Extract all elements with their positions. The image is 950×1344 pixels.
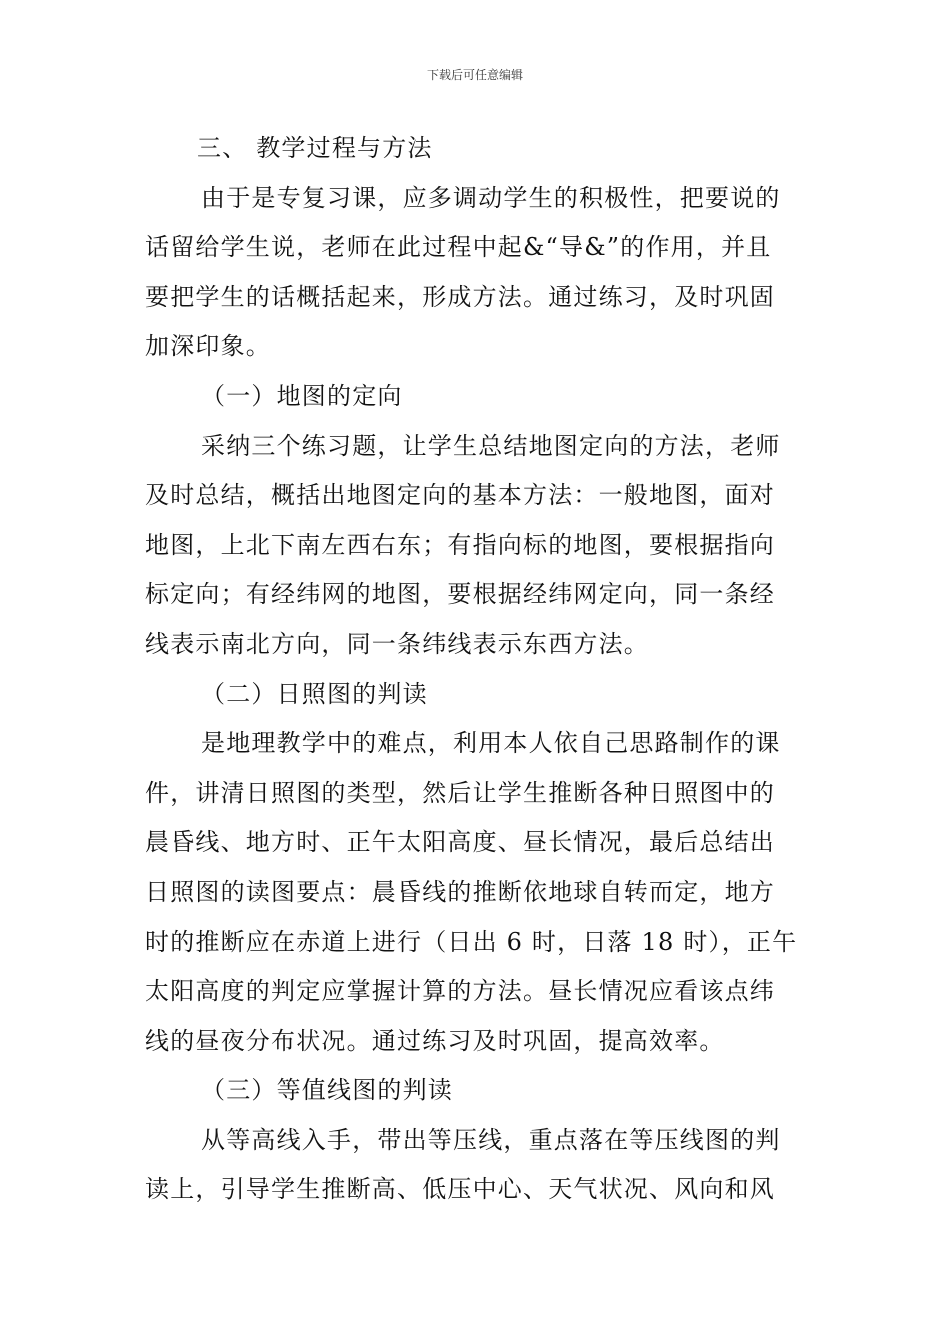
paragraph-line: 日照图的读图要点：晨昏线的推断依地球自转而定，地方 <box>145 877 775 906</box>
paragraph-line: 地图，上北下南左西右东；有指向标的地图，要根据指向 <box>145 530 775 559</box>
paragraph-line: 采纳三个练习题，让学生总结地图定向的方法，老师 <box>201 431 781 460</box>
paragraph-line: 线的昼夜分布状况。通过练习及时巩固，提高效率。 <box>145 1026 725 1055</box>
paragraph-line: 太阳高度的判定应掌握计算的方法。昼长情况应看该点纬 <box>145 977 775 1006</box>
paragraph-line: 要把学生的话概括起来，形成方法。通过练习，及时巩固 <box>145 282 775 311</box>
paragraph-line: 是地理教学中的难点，利用本人依自己思路制作的课 <box>201 729 781 758</box>
page-header: 下载后可任意编辑 <box>426 68 523 82</box>
paragraph-line: 线表示南北方向，同一条纬线表示东西方法。 <box>145 629 649 658</box>
paragraph-line: 加深印象。 <box>145 332 271 361</box>
paragraph-line: 读上，引导学生推断高、低压中心、天气状况、风向和风 <box>145 1175 775 1204</box>
subsection-heading: （一）地图的定向 <box>201 381 403 410</box>
paragraph-line: 由于是专复习课，应多调动学生的积极性，把要说的 <box>201 183 781 212</box>
paragraph-line: 标定向；有经纬网的地图，要根据经纬网定向，同一条经 <box>145 580 775 609</box>
document-body <box>145 124 810 1215</box>
paragraph-line: 及时总结，概括出地图定向的基本方法：一般地图，面对 <box>145 481 775 510</box>
paragraph-line: 件，讲清日照图的类型，然后让学生推断各种日照图中的 <box>145 778 775 807</box>
paragraph-line: 晨昏线、地方时、正午太阳高度、昼长情况，最后总结出 <box>145 828 775 857</box>
section-heading: 三、 教学过程与方法 <box>197 134 433 162</box>
subsection-heading: （二）日照图的判读 <box>201 679 428 708</box>
paragraph-line: 从等高线入手，带出等压线，重点落在等压线图的判 <box>201 1125 781 1154</box>
paragraph-line: 话留给学生说，老师在此过程中起&“导&”的作用，并且 <box>145 233 772 262</box>
subsection-heading: （三）等值线图的判读 <box>201 1076 453 1105</box>
paragraph-line: 时的推断应在赤道上进行（日出 6 时，日落 18 时），正午 <box>145 927 798 956</box>
